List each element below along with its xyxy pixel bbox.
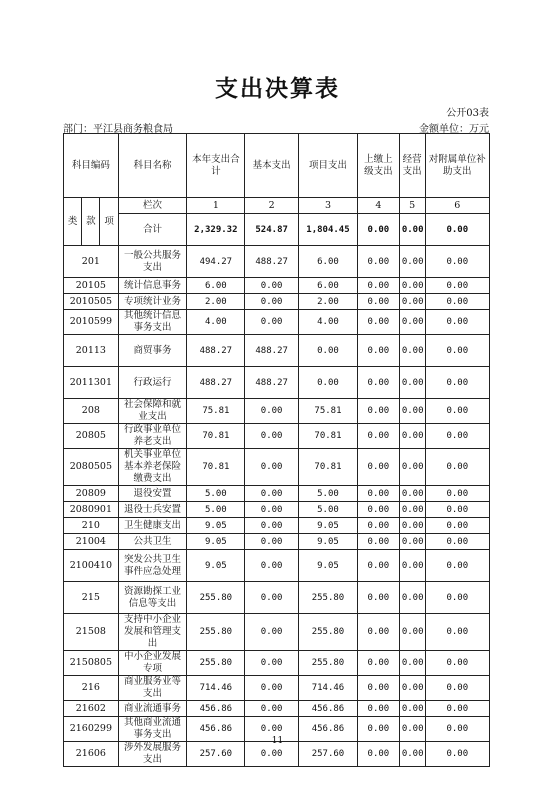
amount-cell: 70.81 <box>298 424 357 449</box>
amount-cell: 257.60 <box>187 742 245 767</box>
subject-name: 其他商业流通事务支出 <box>118 717 187 742</box>
amount-cell: 0.00 <box>357 278 399 294</box>
amount-cell: 0.00 <box>357 742 399 767</box>
amount-cell: 0.00 <box>245 449 299 486</box>
amount-cell: 714.46 <box>187 676 245 701</box>
amount-cell: 0.00 <box>245 278 299 294</box>
amount-cell: 0.00 <box>425 534 489 550</box>
table-row <box>64 582 490 614</box>
subject-code: 20805 <box>64 424 119 449</box>
amount-cell: 0.00 <box>399 294 425 310</box>
amount-cell: 0.00 <box>425 246 489 278</box>
amount-cell: 0.00 <box>245 550 299 582</box>
amount-cell: 0.00 <box>399 449 425 486</box>
header-upper: 上缴上级支出 <box>357 134 399 198</box>
header-subsidy: 对附属单位补助支出 <box>425 134 489 198</box>
amount-cell: 257.60 <box>298 742 357 767</box>
amount-cell: 0.00 <box>245 582 299 614</box>
amount-cell: 0.00 <box>357 534 399 550</box>
amount-cell: 0.00 <box>357 424 399 449</box>
subject-code: 21602 <box>64 701 119 717</box>
amount-cell: 0.00 <box>399 367 425 399</box>
amount-cell: 488.27 <box>187 367 245 399</box>
amount-cell: 0.00 <box>399 614 425 651</box>
unit-label: 金额单位：万元 <box>419 124 489 135</box>
amount-cell: 0.00 <box>298 367 357 399</box>
subject-code: 2100410 <box>64 550 119 582</box>
col-num-4: 4 <box>357 198 399 214</box>
table-row <box>64 550 490 582</box>
amount-cell: 0.00 <box>425 399 489 424</box>
subject-name: 商业服务业等支出 <box>118 676 187 701</box>
amount-cell: 0.00 <box>399 550 425 582</box>
amount-cell: 6.00 <box>187 278 245 294</box>
table-row <box>64 335 490 367</box>
amount-cell: 0.00 <box>298 335 357 367</box>
header-basic: 基本支出 <box>245 134 299 198</box>
amount-cell: 5.00 <box>298 486 357 502</box>
col-num-1: 1 <box>187 198 245 214</box>
amount-cell: 0.00 <box>399 717 425 742</box>
amount-cell: 2.00 <box>298 294 357 310</box>
amount-cell: 0.00 <box>357 717 399 742</box>
subject-code: 20113 <box>64 335 119 367</box>
header-name: 科目名称 <box>118 134 187 198</box>
amount-cell: 5.00 <box>187 502 245 518</box>
amount-cell: 0.00 <box>245 717 299 742</box>
amount-cell: 255.80 <box>187 651 245 676</box>
amount-cell: 70.81 <box>187 424 245 449</box>
table-row <box>64 701 490 717</box>
amount-cell: 494.27 <box>187 246 245 278</box>
amount-cell: 255.80 <box>298 651 357 676</box>
amount-cell: 0.00 <box>399 335 425 367</box>
subject-name: 统计信息事务 <box>118 278 187 294</box>
amount-cell: 0.00 <box>399 424 425 449</box>
amount-cell: 0.00 <box>357 550 399 582</box>
header-operate: 经营支出 <box>399 134 425 198</box>
amount-cell: 9.05 <box>298 534 357 550</box>
amount-cell: 9.05 <box>298 550 357 582</box>
amount-cell: 0.00 <box>357 367 399 399</box>
subject-code: 21606 <box>64 742 119 767</box>
amount-cell: 0.00 <box>357 701 399 717</box>
amount-cell: 0.00 <box>425 717 489 742</box>
expenditure-table <box>63 133 490 767</box>
col-num-3: 3 <box>298 198 357 214</box>
amount-cell: 488.27 <box>245 246 299 278</box>
subject-code: 21004 <box>64 534 119 550</box>
header-kuan: 款 <box>82 198 100 246</box>
amount-cell: 9.05 <box>187 550 245 582</box>
subject-code: 201 <box>64 246 119 278</box>
amount-cell: 0.00 <box>425 449 489 486</box>
subject-code: 2160299 <box>64 717 119 742</box>
subject-name: 资源勘探工业信息等支出 <box>118 582 187 614</box>
amount-cell: 0.00 <box>425 676 489 701</box>
subject-name: 涉外发展服务支出 <box>118 742 187 767</box>
amount-cell: 714.46 <box>298 676 357 701</box>
amount-cell: 0.00 <box>399 534 425 550</box>
amount-cell: 0.00 <box>399 518 425 534</box>
table-row <box>64 424 490 449</box>
amount-cell: 0.00 <box>425 614 489 651</box>
amount-cell: 6.00 <box>298 246 357 278</box>
amount-cell: 0.00 <box>425 502 489 518</box>
table-row <box>64 486 490 502</box>
amount-cell: 0.00 <box>399 486 425 502</box>
subject-code: 21508 <box>64 614 119 651</box>
amount-cell: 0.00 <box>357 518 399 534</box>
amount-cell: 0.00 <box>357 651 399 676</box>
amount-cell: 0.00 <box>425 424 489 449</box>
page-title: 支出决算表 <box>215 76 340 102</box>
amount-cell: 0.00 <box>245 676 299 701</box>
amount-cell: 75.81 <box>298 399 357 424</box>
subject-code: 2011301 <box>64 367 119 399</box>
subject-name: 其他统计信息事务支出 <box>118 310 187 335</box>
col-num-6: 6 <box>425 198 489 214</box>
amount-cell: 0.00 <box>245 518 299 534</box>
amount-cell: 0.00 <box>245 701 299 717</box>
amount-cell: 0.00 <box>399 742 425 767</box>
amount-cell: 0.00 <box>245 502 299 518</box>
subject-code: 216 <box>64 676 119 701</box>
header-row <box>64 134 490 198</box>
amount-cell: 70.81 <box>187 449 245 486</box>
amount-cell: 0.00 <box>357 486 399 502</box>
amount-cell: 0.00 <box>425 367 489 399</box>
amount-cell: 488.27 <box>245 367 299 399</box>
amount-cell: 0.00 <box>425 335 489 367</box>
amount-cell: 0.00 <box>357 582 399 614</box>
header-heji: 合计 <box>118 214 187 246</box>
amount-cell: 0.00 <box>357 614 399 651</box>
header-lanci: 栏次 <box>118 198 187 214</box>
table-row <box>64 399 490 424</box>
amount-cell: 0.00 <box>399 701 425 717</box>
subject-name: 卫生健康支出 <box>118 518 187 534</box>
subject-name: 商贸事务 <box>118 335 187 367</box>
subject-code: 2080505 <box>64 449 119 486</box>
col-num-2: 2 <box>245 198 299 214</box>
subject-code: 2010599 <box>64 310 119 335</box>
total-row <box>64 214 490 246</box>
amount-cell: 0.00 <box>425 294 489 310</box>
subject-code: 215 <box>64 582 119 614</box>
table-row <box>64 367 490 399</box>
amount-cell: 0.00 <box>425 518 489 534</box>
amount-cell: 0.00 <box>357 310 399 335</box>
amount-cell: 0.00 <box>399 310 425 335</box>
subject-code: 2080901 <box>64 502 119 518</box>
amount-cell: 0.00 <box>245 614 299 651</box>
amount-cell: 456.86 <box>187 701 245 717</box>
amount-cell: 5.00 <box>187 486 245 502</box>
amount-cell: 0.00 <box>399 502 425 518</box>
amount-cell: 0.00 <box>357 246 399 278</box>
table-row <box>64 614 490 651</box>
amount-cell: 0.00 <box>357 399 399 424</box>
subject-name: 退役安置 <box>118 486 187 502</box>
amount-cell: 75.81 <box>187 399 245 424</box>
amount-cell: 9.05 <box>298 518 357 534</box>
amount-cell: 255.80 <box>298 582 357 614</box>
subject-name: 社会保障和就业支出 <box>118 399 187 424</box>
amount-cell: 6.00 <box>298 278 357 294</box>
header-project: 项目支出 <box>298 134 357 198</box>
table-body <box>64 246 490 767</box>
table-row <box>64 676 490 701</box>
amount-cell: 0.00 <box>425 701 489 717</box>
amount-cell: 0.00 <box>399 651 425 676</box>
header-xiang: 项 <box>100 198 118 246</box>
subject-code: 210 <box>64 518 119 534</box>
amount-cell: 0.00 <box>425 651 489 676</box>
subject-name: 机关事业单位基本养老保险缴费支出 <box>118 449 187 486</box>
amount-cell: 0.00 <box>357 449 399 486</box>
amount-cell: 9.05 <box>187 534 245 550</box>
amount-cell: 0.00 <box>399 246 425 278</box>
subject-name: 行政运行 <box>118 367 187 399</box>
amount-cell: 0.00 <box>245 310 299 335</box>
amount-cell: 0.00 <box>245 742 299 767</box>
column-number-row <box>64 198 490 214</box>
amount-cell: 2.00 <box>187 294 245 310</box>
total-value: 0.00 <box>425 214 489 246</box>
amount-cell: 0.00 <box>245 486 299 502</box>
amount-cell: 0.00 <box>425 742 489 767</box>
table-row <box>64 651 490 676</box>
subject-name: 行政事业单位养老支出 <box>118 424 187 449</box>
total-value: 0.00 <box>357 214 399 246</box>
amount-cell: 0.00 <box>245 534 299 550</box>
header-code: 科目编码 <box>64 134 119 198</box>
total-value: 2,329.32 <box>187 214 245 246</box>
amount-cell: 255.80 <box>187 614 245 651</box>
amount-cell: 255.80 <box>298 614 357 651</box>
amount-cell: 0.00 <box>357 335 399 367</box>
table-row <box>64 294 490 310</box>
amount-cell: 0.00 <box>357 676 399 701</box>
subject-name: 退役士兵安置 <box>118 502 187 518</box>
subject-name: 一般公共服务支出 <box>118 246 187 278</box>
department-label: 部门：平江县商务粮食局 <box>63 124 173 135</box>
amount-cell: 4.00 <box>187 310 245 335</box>
amount-cell: 0.00 <box>399 582 425 614</box>
amount-cell: 456.86 <box>187 717 245 742</box>
subject-code: 2010505 <box>64 294 119 310</box>
amount-cell: 0.00 <box>245 424 299 449</box>
amount-cell: 0.00 <box>399 399 425 424</box>
table-row <box>64 310 490 335</box>
amount-cell: 255.80 <box>187 582 245 614</box>
header-total: 本年支出合计 <box>187 134 245 198</box>
amount-cell: 0.00 <box>425 582 489 614</box>
amount-cell: 0.00 <box>425 550 489 582</box>
subject-name: 支持中小企业发展和管理支出 <box>118 614 187 651</box>
amount-cell: 0.00 <box>399 278 425 294</box>
form-number: 公开03表 <box>446 108 489 119</box>
subject-name: 突发公共卫生事件应急处理 <box>118 550 187 582</box>
subject-name: 中小企业发展专项 <box>118 651 187 676</box>
total-value: 0.00 <box>399 214 425 246</box>
total-value: 524.87 <box>245 214 299 246</box>
table-row <box>64 278 490 294</box>
amount-cell: 488.27 <box>245 335 299 367</box>
table-row <box>64 502 490 518</box>
amount-cell: 488.27 <box>187 335 245 367</box>
amount-cell: 0.00 <box>245 651 299 676</box>
subject-code: 20809 <box>64 486 119 502</box>
subject-code: 2150805 <box>64 651 119 676</box>
amount-cell: 456.86 <box>298 717 357 742</box>
subject-name: 公共卫生 <box>118 534 187 550</box>
col-num-5: 5 <box>399 198 425 214</box>
amount-cell: 0.00 <box>357 294 399 310</box>
amount-cell: 4.00 <box>298 310 357 335</box>
amount-cell: 0.00 <box>245 294 299 310</box>
amount-cell: 0.00 <box>399 676 425 701</box>
page-number: 11 <box>271 736 284 746</box>
amount-cell: 0.00 <box>425 310 489 335</box>
amount-cell: 70.81 <box>298 449 357 486</box>
amount-cell: 0.00 <box>245 399 299 424</box>
table-row <box>64 518 490 534</box>
subject-name: 专项统计业务 <box>118 294 187 310</box>
header-lei: 类 <box>64 198 82 246</box>
total-value: 1,804.45 <box>298 214 357 246</box>
amount-cell: 0.00 <box>425 486 489 502</box>
table-row <box>64 449 490 486</box>
subject-code: 208 <box>64 399 119 424</box>
amount-cell: 5.00 <box>298 502 357 518</box>
table-row <box>64 246 490 278</box>
amount-cell: 0.00 <box>425 278 489 294</box>
subject-code: 20105 <box>64 278 119 294</box>
amount-cell: 456.86 <box>298 701 357 717</box>
table-row <box>64 534 490 550</box>
subject-name: 商业流通事务 <box>118 701 187 717</box>
amount-cell: 0.00 <box>357 502 399 518</box>
amount-cell: 9.05 <box>187 518 245 534</box>
